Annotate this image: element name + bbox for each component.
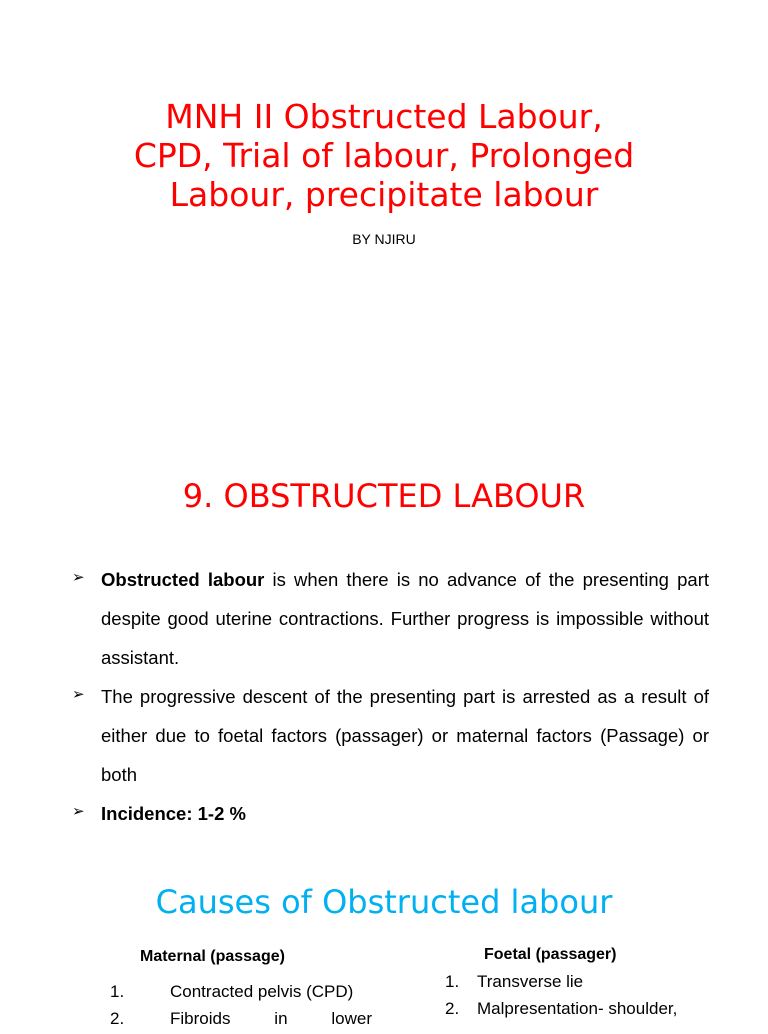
list-item bbox=[445, 972, 705, 997]
list-text: Transverse lie bbox=[477, 972, 584, 991]
list-item bbox=[110, 982, 372, 1007]
maternal-causes-list bbox=[110, 982, 372, 1034]
list-number: 1. bbox=[445, 972, 460, 991]
list-text: Malpresentation- shoulder, bbox=[477, 999, 678, 1018]
list-item bbox=[445, 999, 705, 1024]
bullet-item bbox=[72, 560, 709, 677]
list-number: 2. bbox=[110, 1009, 125, 1028]
bullet-text: The progressive descent of the presenting part is arrested as a result of either due to foetal factors (passager) or maternal factors (Passage) or both bbox=[101, 686, 709, 785]
causes-heading: Causes of Obstructed labour bbox=[155, 883, 613, 921]
bullet-list bbox=[72, 560, 709, 833]
bullet-bold-term: Obstructed labour bbox=[101, 569, 265, 590]
foetal-column-heading: Foetal (passager) bbox=[484, 946, 617, 963]
bullet-text: is when there is no advance of the presenting part despite good uterine contractions. Further progress is impossible without assistant. bbox=[101, 569, 709, 668]
section-heading: 9. OBSTRUCTED LABOUR bbox=[182, 477, 586, 515]
list-text: Fibroids in lower bbox=[170, 1009, 372, 1028]
list-number: 1. bbox=[110, 982, 125, 1001]
title-line-3: Labour, precipitate labour bbox=[169, 175, 599, 214]
list-item bbox=[110, 1009, 372, 1034]
bullet-item bbox=[72, 794, 709, 833]
bullet-bold-term: Incidence: 1-2 % bbox=[101, 803, 246, 824]
bullet-item bbox=[72, 677, 709, 794]
arrowhead-icon: ➢ bbox=[72, 803, 85, 820]
title-line-1: MNH II Obstructed Labour, bbox=[165, 97, 603, 136]
foetal-causes-list bbox=[445, 972, 705, 1024]
list-number: 2. bbox=[445, 999, 460, 1018]
arrowhead-icon: ➢ bbox=[72, 686, 85, 703]
title-line-2: CPD, Trial of labour, Prolonged bbox=[133, 136, 635, 175]
list-text: Contracted pelvis (CPD) bbox=[170, 982, 354, 1001]
author-byline: BY NJIRU bbox=[352, 231, 416, 247]
arrowhead-icon: ➢ bbox=[72, 569, 85, 586]
maternal-column-heading: Maternal (passage) bbox=[140, 948, 285, 965]
document-title bbox=[60, 97, 708, 214]
